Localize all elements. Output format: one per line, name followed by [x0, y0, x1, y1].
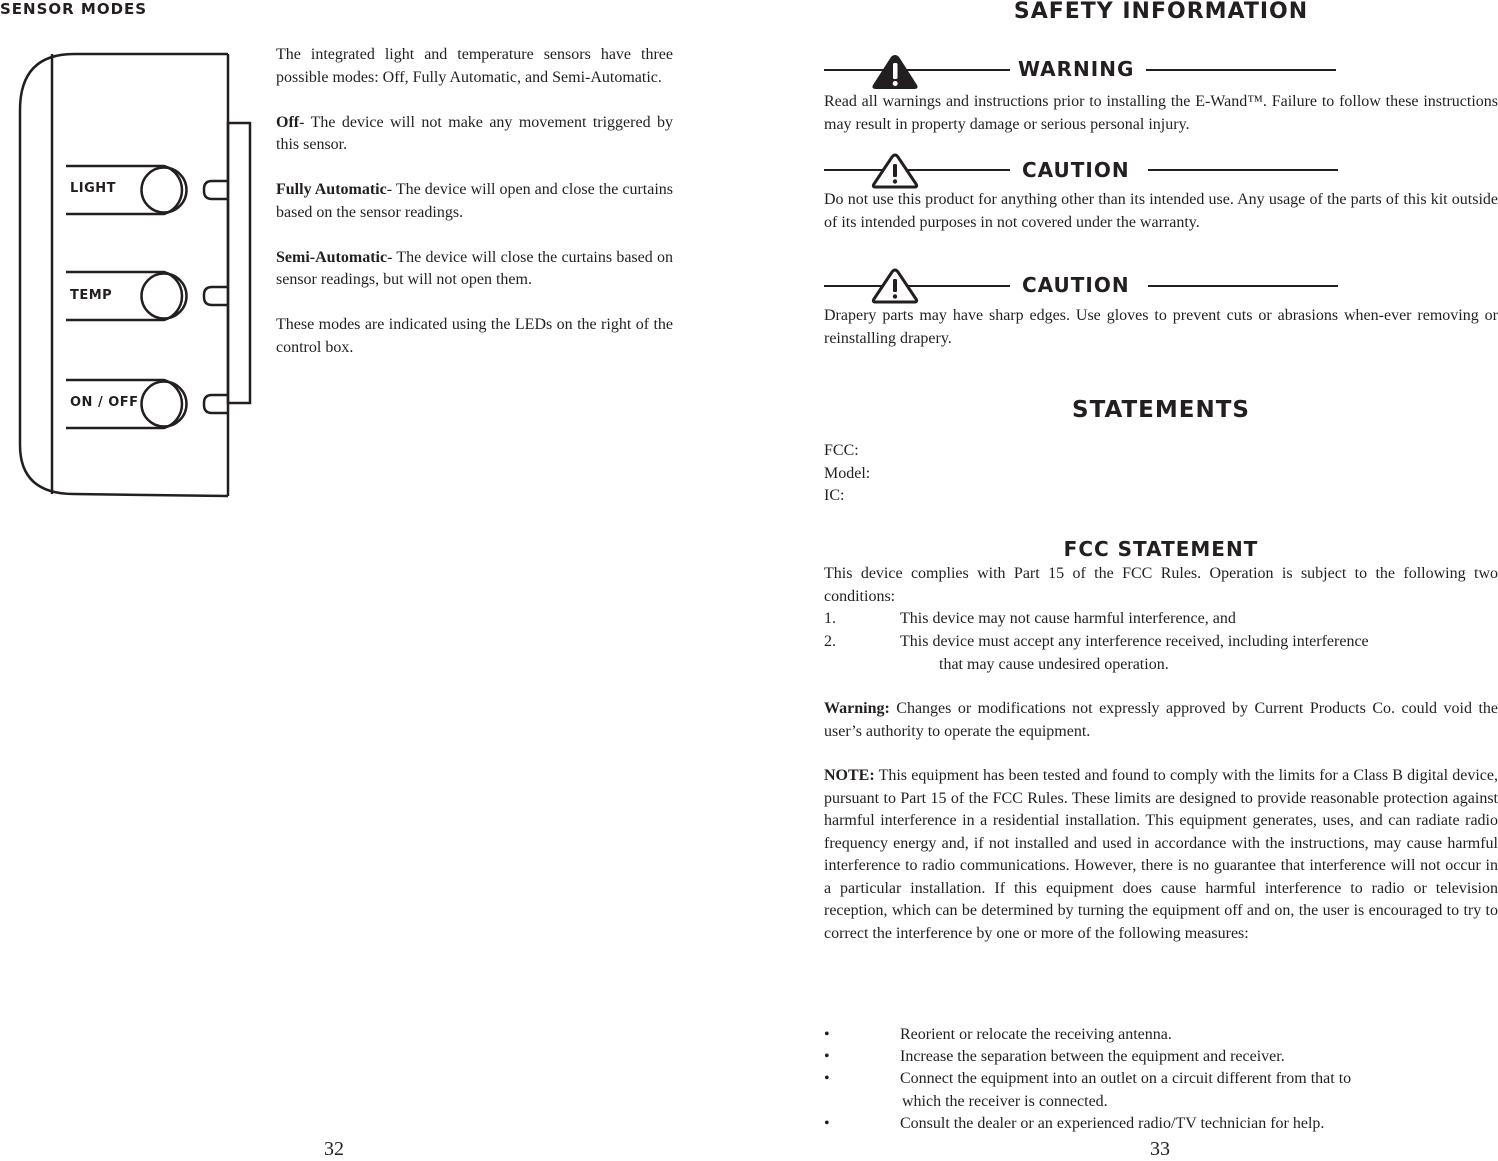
- temp-label: TEMP: [70, 288, 113, 303]
- outro-paragraph: These modes are indicated using the LEDs on the right of the control box.: [276, 316, 673, 356]
- model-field-label: Model:: [824, 464, 871, 482]
- sensor-modes-text: [276, 44, 673, 359]
- caution-icon: [871, 153, 919, 189]
- caution-text-2: Drapery parts may have sharp edges. Use gloves to prevent cuts or abrasions when-ever removing or reinstalling drapery.: [824, 307, 1498, 347]
- light-led-icon: [204, 181, 228, 199]
- intro-paragraph: The integrated light and temperature sensors have three possible modes: Off, Fully Automatic, and Semi-Automatic.: [276, 46, 673, 86]
- warning-icon: [871, 54, 919, 90]
- caution-label-2: CAUTION: [1022, 273, 1130, 297]
- power-led-icon: [204, 395, 228, 413]
- caution-label-1: CAUTION: [1022, 158, 1130, 182]
- control-box-diagram: [14, 50, 260, 500]
- measure-3: • Connect the equipment into an outlet on a circuit different from that to which the receiver is connected.: [824, 1070, 1352, 1110]
- temp-button[interactable]: [142, 274, 187, 319]
- page-number-left: 32: [324, 1138, 344, 1160]
- light-label: LIGHT: [70, 181, 117, 196]
- caution-text-1: Do not use this product for anything other than its intended use. Any usage of the parts of this kit outside of its intended purposes in not covered under the warranty.: [824, 191, 1498, 231]
- fcc-intro: This device complies with Part 15 of the FCC Rules. Operation is subject to the following two conditions:: [824, 565, 1498, 605]
- statement-fields: [824, 440, 870, 508]
- mode-fully-automatic: Fully Automatic- The device will open and close the curtains based on the sensor readings.: [276, 181, 674, 221]
- condition-2: 2. This device must accept any interference received, including interference that may cause undesired operation.: [824, 633, 1369, 673]
- on-off-button[interactable]: [142, 382, 187, 427]
- statements-title: STATEMENTS: [1072, 397, 1250, 423]
- fcc-warning: Warning: Changes or modifications not expressly approved by Current Products Co. could void the user’s authority to operate the equipment.: [824, 700, 1498, 740]
- warning-text: Read all warnings and instructions prior to installing the E-Wand™. Failure to follow these instructions may result in property damage or serious personal injury.: [824, 93, 1498, 133]
- section-title-sensor-modes: SENSOR MODES: [0, 0, 148, 18]
- light-button[interactable]: [142, 168, 187, 213]
- mode-off: Off- The device will not make any movement triggered by this sensor.: [276, 113, 673, 153]
- on-off-label: ON / OFF: [70, 395, 139, 410]
- mode-semi-automatic: Semi-Automatic- The device will close the curtains based on sensor readings, but will not open them.: [276, 248, 673, 288]
- warning-label: WARNING: [1018, 57, 1135, 81]
- fcc-note: NOTE: This equipment has been tested and found to comply with the limits for a Class B digital device, pursuant to Part 15 of the FCC Rules. These limits are designed to provide reasonable protection against harmful interference in a residential installation. This equipment generates, uses, and can radiate radio frequency energy and, if not installed and used in accordance with the instructions, may cause harmful interference to radio communications. However, there is no guarantee that interference will not occur in a particular installation. If this equipment does cause harmful interference to radio or television reception, which can be determined by turning the equipment off and on, the user is encouraged to try to correct the interference by one or more of the following measures:: [824, 767, 1498, 942]
- caution-icon-2: [871, 268, 919, 304]
- temp-led-icon: [204, 287, 228, 305]
- fcc-field-label: FCC:: [824, 442, 859, 459]
- page-number-right: 33: [1150, 1138, 1170, 1160]
- fcc-statement-title: FCC STATEMENT: [1063, 537, 1259, 561]
- section-title-safety: SAFETY INFORMATION: [1013, 0, 1309, 24]
- ic-field-label: IC:: [824, 487, 845, 504]
